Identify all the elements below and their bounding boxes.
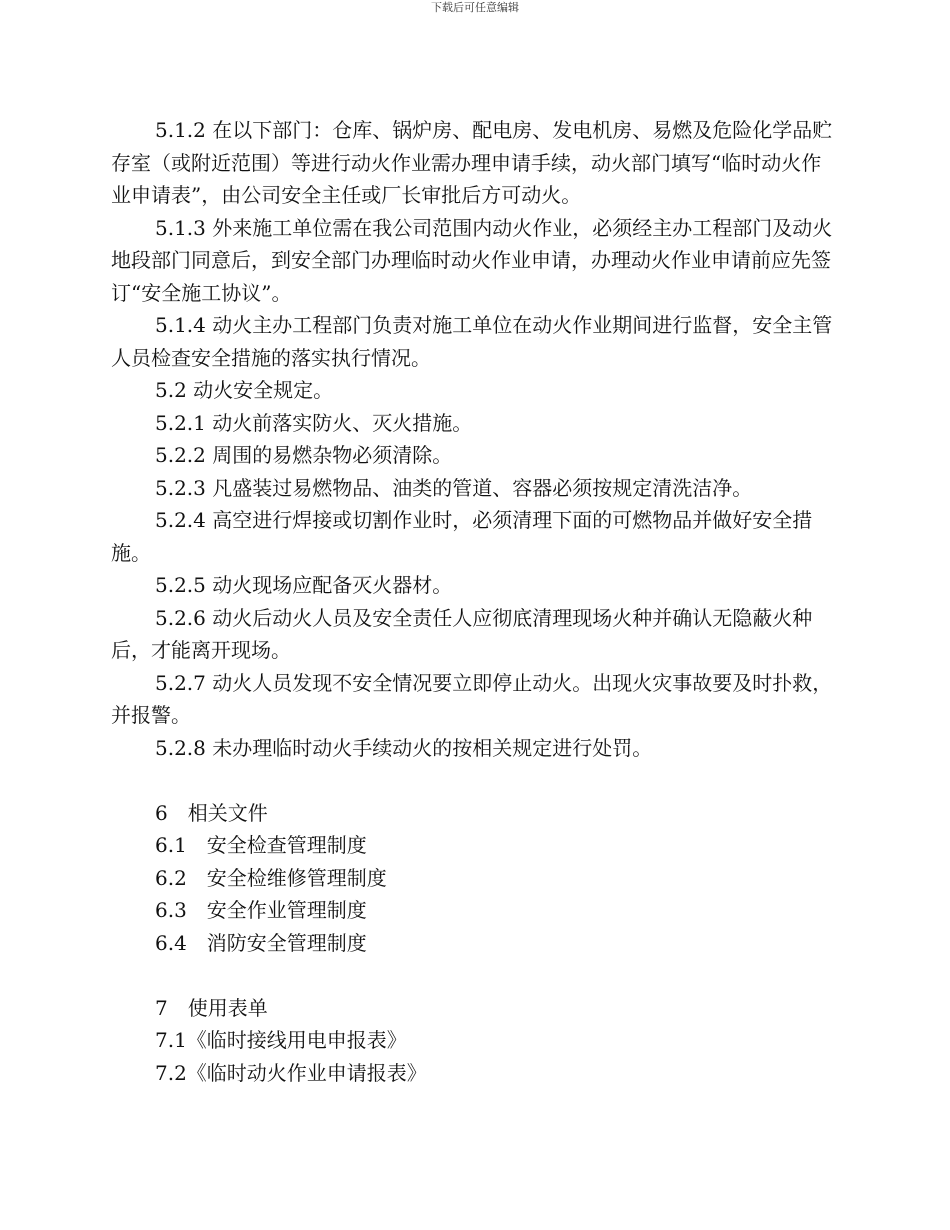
clause-5-2-2: 5.2.2 周围的易燃杂物必须清除。 [155, 443, 453, 467]
section-7-heading: 7 使用表单 [155, 995, 268, 1020]
clause-5-1-2: 5.1.2 在以下部门：仓库、锅炉房、配电房、发电机房、易燃及危险化学品贮存室（或附近范围）等进行动火作业需办理申请手续，动火部门填写“临时动火作业申请表”，由公司安全主任或厂长审批后方可动火。 [111, 118, 833, 207]
clause-5-2-4: 5.2.4 高空进行焊接或切割作业时，必须清理下面的可燃物品并做好安全措施。 [111, 508, 813, 565]
clause-5-1-4: 5.1.4 动火主办工程部门负责对施工单位在动火作业期间进行监督，安全主管人员检查安全措施的落实执行情况。 [111, 313, 833, 370]
clause-5-2-6: 5.2.6 动火后动火人员及安全责任人应彻底清理现场火种并确认无隐蔽火种后，才能离开现场。 [111, 605, 813, 662]
section-7-item: 7.1《临时接线用电申报表》 [155, 1028, 407, 1052]
section-6-item: 6.2 安全检维修管理制度 [155, 865, 387, 890]
clause-5-2-1: 5.2.1 动火前落实防火、灭火措施。 [155, 410, 473, 435]
clause-5-2-3: 5.2.3 凡盛装过易燃物品、油类的管道、容器必须按规定清洗洁净。 [155, 475, 753, 500]
section-6-item: 6.4 消防安全管理制度 [155, 930, 367, 955]
page-header: 下载后可任意编辑 [431, 1, 519, 14]
section-6-item: 6.1 安全检查管理制度 [155, 833, 367, 857]
clause-5-2-8: 5.2.8 未办理临时动火手续动火的按相关规定进行处罚。 [155, 735, 653, 760]
section-spacer [111, 959, 841, 992]
section-6-item: 6.3 安全作业管理制度 [155, 898, 367, 922]
section-6-heading: 6 相关文件 [155, 800, 268, 825]
clause-5-2-7: 5.2.7 动火人员发现不安全情况要立即停止动火。出现火灾事故要及时扑救，并报警。 [111, 670, 833, 727]
section-spacer [111, 764, 841, 797]
clause-5-2: 5.2 动火安全规定。 [155, 378, 334, 402]
clause-5-2-5: 5.2.5 动火现场应配备灭火器材。 [155, 573, 453, 597]
clause-5-1-3: 5.1.3 外来施工单位需在我公司范围内动火作业，必须经主办工程部门及动火地段部门同意后，到安全部门办理临时动火作业申请，办理动火作业申请前应先签订“安全施工协议”。 [111, 215, 833, 305]
section-7-item: 7.2《临时动火作业申请报表》 [155, 1060, 427, 1085]
document-body [111, 114, 841, 1089]
